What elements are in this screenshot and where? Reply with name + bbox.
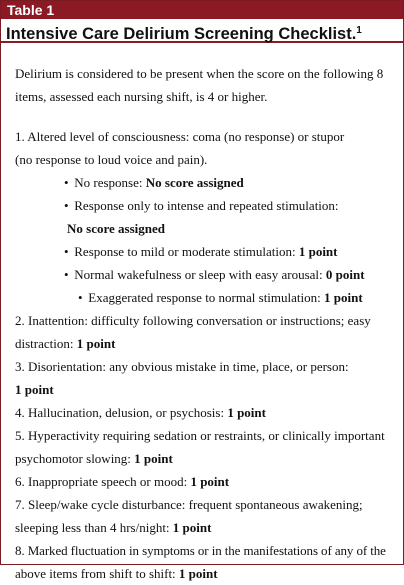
item-text: 6. Inappropriate speech or mood: [15,474,191,489]
item-score: 1 point [15,382,54,397]
item-1-sub-2-continuation [15,217,403,240]
bullet-icon: • [64,267,69,282]
title-reference: 1 [356,25,362,36]
item-1-sub-2 [15,194,403,217]
item-5 [15,424,399,470]
sub-text: No response: [74,175,146,190]
sub-score: No score assigned [145,175,244,190]
item-line [15,332,399,355]
sub-text: Exaggerated response to normal stimulation: [88,290,324,305]
bullet-icon: • [78,290,83,305]
item-text: 4. Hallucination, delusion, or psychosis: [15,405,228,420]
item-1 [15,125,399,171]
sub-score: 0 point [325,267,365,282]
table-title-text: Intensive Care Delirium Screening Checklist. [6,25,357,43]
item-1-sub-1 [15,171,403,194]
item-1-sub-4 [15,263,403,286]
item-line [15,516,399,539]
table-label: Table 1 [1,1,403,19]
item-score: 1 point [190,474,230,489]
item-1-line-1: 1. Altered level of consciousness: coma (no response) or stupor [15,129,345,144]
sub-text: Response only to intense and repeated stimulation: [74,198,339,213]
table-title [1,19,403,43]
item-line: 3. Disorientation: any obvious mistake in time, place, or person: [15,359,349,374]
sub-score: No score assigned [67,221,165,236]
item-7 [15,493,399,539]
item-score: 1 point [178,566,218,581]
sub-text: Normal wakefulness or sleep with easy arousal: [74,267,326,282]
item-score: 1 point [76,336,116,351]
item-1-sub-5 [15,286,403,309]
item-2 [15,309,399,355]
item-line [15,378,399,401]
bullet-icon: • [64,244,69,259]
bullet-icon: • [64,175,69,190]
item-4 [15,401,399,424]
item-line: 5. Hyperactivity requiring sedation or restraints, or clinically important [15,428,385,443]
checklist-body [1,62,403,585]
item-3 [15,355,399,401]
sub-text: Response to mild or moderate stimulation: [74,244,299,259]
item-1-sub-3 [15,240,403,263]
item-score: 1 point [134,451,173,466]
item-score: 1 point [227,405,266,420]
item-text: above items from shift to shift: [15,566,179,581]
item-text: sleeping less than 4 hrs/night: [15,520,173,535]
item-text: distraction: [15,336,77,351]
item-line [15,447,399,470]
item-1-line-2: (no response to loud voice and pain). [15,152,208,167]
item-score: 1 point [172,520,212,535]
item-line: 2. Inattention: difficulty following conversation or instructions; easy [15,313,371,328]
item-8 [15,539,399,585]
sub-score: 1 point [298,244,338,259]
intro-paragraph: Delirium is considered to be present when the score on the following 8 items, assessed each nursing shift, is 4 or higher. [15,66,384,104]
bullet-icon: • [64,198,69,213]
item-line: 8. Marked fluctuation in symptoms or in the manifestations of any of the [15,543,386,558]
item-text: psychomotor slowing: [15,451,135,466]
item-6 [15,470,399,493]
item-line [15,562,399,585]
sub-score: 1 point [324,290,363,305]
item-line: 7. Sleep/wake cycle disturbance: frequent spontaneous awakening; [15,497,363,512]
